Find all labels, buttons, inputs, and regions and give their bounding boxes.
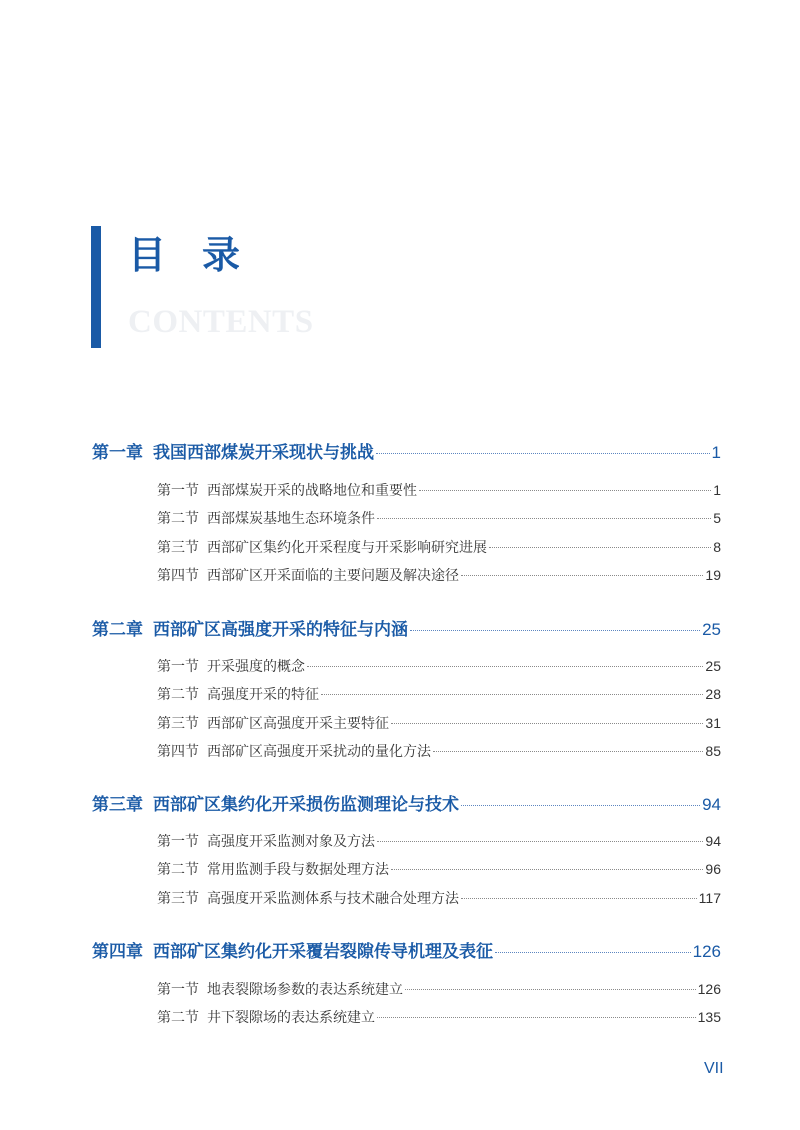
section-page-number: 135 [697,1009,721,1025]
section-number: 第一节 [157,982,199,998]
chapter-title: 西部矿区高强度开采的特征与内涵 [153,620,408,640]
toc-section-2-2[interactable] [157,684,721,706]
section-page-number: 25 [705,658,721,674]
section-number: 第三节 [157,891,199,907]
chapter-number: 第二章 [92,620,143,640]
section-number: 第四节 [157,744,199,760]
chapter-title: 西部矿区集约化开采损伤监测理论与技术 [153,795,459,815]
chapter-title: 我国西部煤炭开采现状与挑战 [153,443,374,463]
dot-leader [461,575,703,576]
section-title: 高强度开采监测对象及方法 [207,834,375,850]
section-title: 常用监测手段与数据处理方法 [207,862,389,878]
section-title: 高强度开采的特征 [207,687,319,703]
chapter-number: 第一章 [92,443,143,463]
chapter-number: 第四章 [92,942,143,962]
section-title: 西部矿区集约化开采程度与开采影响研究进展 [207,540,487,556]
section-page-number: 126 [697,981,721,997]
dot-leader [377,518,711,519]
section-title: 开采强度的概念 [207,659,305,675]
page-folio: VII [704,1060,724,1077]
section-page-number: 1 [713,482,721,498]
section-page-number: 28 [705,686,721,702]
chapter-title: 西部矿区集约化开采覆岩裂隙传导机理及表征 [153,942,493,962]
toc-section-1-1[interactable] [157,480,721,502]
section-number: 第二节 [157,511,199,527]
toc-chapter-4[interactable] [92,937,721,963]
dot-leader [489,547,711,548]
toc-section-3-1[interactable] [157,831,721,853]
dot-leader [307,666,703,667]
section-page-number: 96 [705,861,721,877]
section-page-number: 8 [713,539,721,555]
section-number: 第二节 [157,862,199,878]
section-title: 西部矿区高强度开采扰动的量化方法 [207,744,431,760]
toc-chapter-3[interactable] [92,790,721,816]
dot-leader [461,898,697,899]
dot-leader [410,630,700,631]
toc-section-1-3[interactable] [157,537,721,559]
section-page-number: 94 [705,833,721,849]
dot-leader [433,751,703,752]
section-number: 第一节 [157,834,199,850]
section-title: 西部煤炭开采的战略地位和重要性 [207,483,417,499]
dot-leader [391,869,703,870]
toc-section-2-1[interactable] [157,656,721,678]
page-subtitle: CONTENTS [128,304,314,340]
toc-section-4-2[interactable] [157,1007,721,1029]
dot-leader [495,952,691,953]
section-number: 第四节 [157,568,199,584]
section-number: 第三节 [157,716,199,732]
page-title: 目录 [128,232,277,277]
section-title: 地表裂隙场参数的表达系统建立 [207,982,403,998]
section-number: 第二节 [157,1010,199,1026]
toc-section-1-4[interactable] [157,565,721,587]
toc-section-2-4[interactable] [157,741,721,763]
dot-leader [321,694,703,695]
dot-leader [419,490,711,491]
toc-section-1-2[interactable] [157,508,721,530]
dot-leader [377,841,703,842]
chapter-page-number: 126 [692,942,721,961]
toc-section-3-2[interactable] [157,859,721,881]
chapter-page-number: 1 [711,443,721,462]
toc-chapter-2[interactable] [92,615,721,641]
section-number: 第二节 [157,687,199,703]
section-page-number: 19 [705,567,721,583]
chapter-number: 第三章 [92,795,143,815]
section-title: 井下裂隙场的表达系统建立 [207,1010,375,1026]
toc-chapter-1[interactable] [92,438,721,464]
toc-section-4-1[interactable] [157,979,721,1001]
toc-section-2-3[interactable] [157,713,721,735]
dot-leader [391,723,703,724]
section-number: 第一节 [157,659,199,675]
section-page-number: 117 [698,890,721,906]
dot-leader [461,805,700,806]
section-page-number: 31 [705,715,721,731]
dot-leader [376,453,710,454]
section-number: 第一节 [157,483,199,499]
section-title: 高强度开采监测体系与技术融合处理方法 [207,891,459,907]
section-title: 西部矿区开采面临的主要问题及解决途径 [207,568,459,584]
dot-leader [405,989,696,990]
dot-leader [377,1017,696,1018]
toc-section-3-3[interactable] [157,888,721,910]
chapter-page-number: 94 [702,795,721,814]
section-page-number: 5 [713,510,721,526]
chapter-page-number: 25 [702,620,721,639]
section-page-number: 85 [705,743,721,759]
section-title: 西部煤炭基地生态环境条件 [207,511,375,527]
section-title: 西部矿区高强度开采主要特征 [207,716,389,732]
section-number: 第三节 [157,540,199,556]
